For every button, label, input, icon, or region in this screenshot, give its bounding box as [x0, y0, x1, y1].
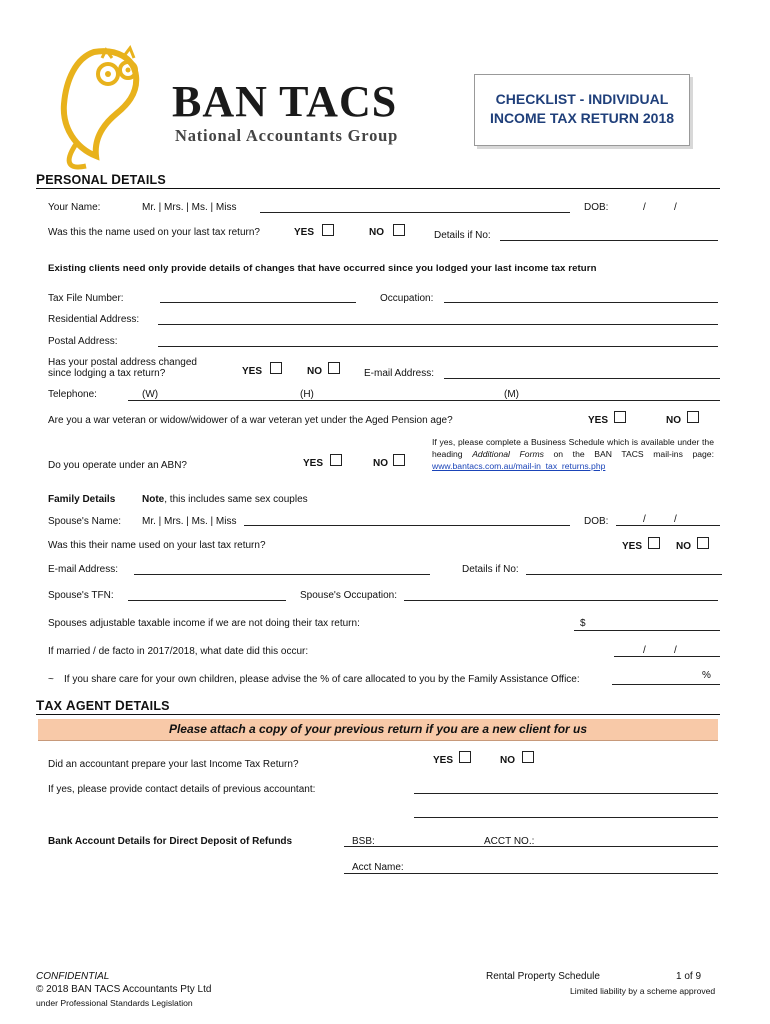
tfn-label: Tax File Number: — [48, 293, 124, 304]
spouse-email-label: E-mail Address: — [48, 564, 119, 575]
occupation-label: Occupation: — [380, 293, 434, 304]
postal-changed-no-checkbox[interactable] — [328, 362, 340, 374]
postal-changed-question-line-1: Has your postal address changed — [48, 357, 197, 368]
email-label: E-mail Address: — [364, 368, 435, 379]
percent-sign: % — [702, 670, 711, 681]
bank-details-heading: Bank Account Details for Direct Deposit of Refunds — [48, 836, 293, 847]
name-used-no-checkbox[interactable] — [393, 224, 405, 236]
adjustable-income-label: Spouses adjustable taxable income if we are not doing their tax return: — [48, 618, 360, 629]
spouse-dob-field[interactable] — [616, 525, 720, 526]
name-used-yes-checkbox[interactable] — [322, 224, 334, 236]
yes-label: YES — [303, 458, 324, 469]
family-details-heading: Family Details — [48, 494, 116, 505]
accountant-contact-field-2[interactable] — [414, 817, 718, 818]
dollar-sign: $ — [580, 618, 586, 629]
war-veteran-question: Are you a war veteran or widow/widower of a war veteran yet under the Aged Pension age? — [48, 415, 453, 426]
spouse-details-if-no-field[interactable] — [526, 574, 722, 575]
no-label: NO — [373, 458, 388, 469]
residential-address-field[interactable] — [158, 324, 718, 325]
yes-label: YES — [294, 227, 315, 238]
tax-agent-details-heading: TAX AGENT DETAILS — [36, 698, 170, 713]
postal-changed-question-line-2: since lodging a tax return? — [48, 368, 166, 379]
date-slash: / — [674, 645, 677, 656]
care-percentage-field[interactable] — [612, 684, 720, 685]
postal-changed-yes-checkbox[interactable] — [270, 362, 282, 374]
acct-no-label: ACCT NO.: — [484, 836, 535, 847]
logo-subtitle: National Accountants Group — [175, 126, 399, 145]
dob-slash: / — [674, 202, 677, 213]
yes-label: YES — [242, 366, 263, 377]
bsb-acct-no-field[interactable] — [344, 846, 718, 847]
your-name-field[interactable] — [260, 212, 570, 213]
legislation-text: under Professional Standards Legislation — [36, 998, 193, 1008]
dob-label: DOB: — [584, 202, 609, 213]
name-used-question: Was this the name used on your last tax return? — [48, 227, 260, 238]
occupation-field[interactable] — [444, 302, 718, 303]
their-name-no-checkbox[interactable] — [697, 537, 709, 549]
section-rule — [36, 714, 720, 715]
accountant-yes-checkbox[interactable] — [459, 751, 471, 763]
contact-details-prompt: If yes, please provide contact details of previous accountant: — [48, 784, 316, 795]
residential-address-label: Residential Address: — [48, 314, 140, 325]
dob-slash: / — [643, 514, 646, 525]
war-veteran-yes-checkbox[interactable] — [614, 411, 626, 423]
spouse-details-if-no-label: Details if No: — [462, 564, 519, 575]
spouse-dob-label: DOB: — [584, 516, 609, 527]
spouse-email-field[interactable] — [134, 574, 430, 575]
details-if-no-field[interactable] — [500, 240, 718, 241]
bullet-tilde: ~ — [48, 674, 54, 685]
postal-address-label: Postal Address: — [48, 336, 118, 347]
dob-slash: / — [674, 514, 677, 525]
their-name-question: Was this their name used on your last tax return? — [48, 540, 266, 551]
care-percentage-question: If you share care for your own children, please advise the % of care allocated to you by the Family Assistance Office: — [64, 674, 580, 685]
no-label: NO — [307, 366, 322, 377]
copyright-text: © 2018 BAN TACS Accountants Pty Ltd — [36, 984, 212, 995]
new-client-banner: Please attach a copy of your previous return if you are a new client for us — [38, 719, 718, 741]
family-note: Note, this includes same sex couples — [142, 494, 308, 505]
date-slash: / — [643, 645, 646, 656]
adjustable-income-field[interactable] — [574, 630, 720, 631]
yes-label: YES — [588, 415, 609, 426]
accountant-question: Did an accountant prepare your last Income Tax Return? — [48, 759, 299, 770]
acct-name-field[interactable] — [344, 873, 718, 874]
abn-business-schedule-note: If yes, please complete a Business Schedule which is available under the heading Additional Forms on the BAN TACS mail-ins page: www.bantacs.com.au/mail-in_tax_returns.php — [432, 437, 714, 471]
mail-ins-link[interactable]: www.bantacs.com.au/mail-in_tax_returns.php — [432, 461, 606, 471]
abn-question: Do you operate under an ABN? — [48, 460, 187, 471]
yes-label: YES — [433, 755, 454, 766]
schedule-name: Rental Property Schedule — [486, 971, 600, 982]
title-options[interactable]: Mr. | Mrs. | Ms. | Miss — [142, 202, 237, 213]
no-label: NO — [676, 541, 691, 552]
spouse-tfn-field[interactable] — [128, 600, 286, 601]
spouse-name-field[interactable] — [244, 525, 570, 526]
spouse-title-options[interactable]: Mr. | Mrs. | Ms. | Miss — [142, 516, 237, 527]
abn-no-checkbox[interactable] — [393, 454, 405, 466]
spouse-occupation-field[interactable] — [404, 600, 718, 601]
spouse-name-label: Spouse's Name: — [48, 516, 122, 527]
tfn-field[interactable] — [160, 302, 356, 303]
bsb-label: BSB: — [352, 836, 375, 847]
document-title-box — [474, 74, 690, 146]
accountant-contact-field-1[interactable] — [414, 793, 718, 794]
personal-details-heading: PERSONAL DETAILS — [36, 172, 166, 187]
no-label: NO — [369, 227, 384, 238]
spouse-occupation-label: Spouse's Occupation: — [300, 590, 397, 601]
section-rule — [36, 188, 720, 189]
logo-title: BAN TACS — [172, 77, 398, 126]
accountant-no-checkbox[interactable] — [522, 751, 534, 763]
war-veteran-no-checkbox[interactable] — [687, 411, 699, 423]
married-date-field[interactable] — [614, 656, 720, 657]
yes-label: YES — [622, 541, 643, 552]
document-title-line-2: INCOME TAX RETURN 2018 — [489, 110, 675, 126]
telephone-home-label: (H) — [300, 389, 314, 400]
married-question: If married / de facto in 2017/2018, what date did this occur: — [48, 646, 309, 657]
existing-clients-note: Existing clients need only provide details of changes that have occurred since you lodged your last income tax return — [48, 263, 597, 274]
no-label: NO — [500, 755, 515, 766]
page-number: 1 of 9 — [676, 971, 702, 982]
confidential-label: CONFIDENTIAL — [36, 971, 110, 982]
telephone-mobile-label: (M) — [504, 389, 519, 400]
telephone-work-label: (W) — [142, 389, 159, 400]
telephone-field[interactable] — [128, 400, 720, 401]
acct-name-label: Acct Name: — [352, 862, 404, 873]
telephone-label: Telephone: — [48, 389, 97, 400]
your-name-label: Your Name: — [48, 202, 101, 213]
details-if-no-label: Details if No: — [434, 230, 491, 241]
document-title-line-1: CHECKLIST - INDIVIDUAL — [495, 91, 669, 107]
email-field[interactable] — [444, 378, 720, 379]
postal-address-field[interactable] — [158, 346, 718, 347]
abn-yes-checkbox[interactable] — [330, 454, 342, 466]
their-name-yes-checkbox[interactable] — [648, 537, 660, 549]
no-label: NO — [666, 415, 681, 426]
owl-logo-icon — [46, 44, 176, 174]
spouse-tfn-label: Spouse's TFN: — [48, 590, 114, 601]
dob-slash: / — [643, 202, 646, 213]
liability-text: Limited liability by a scheme approved — [570, 986, 716, 996]
